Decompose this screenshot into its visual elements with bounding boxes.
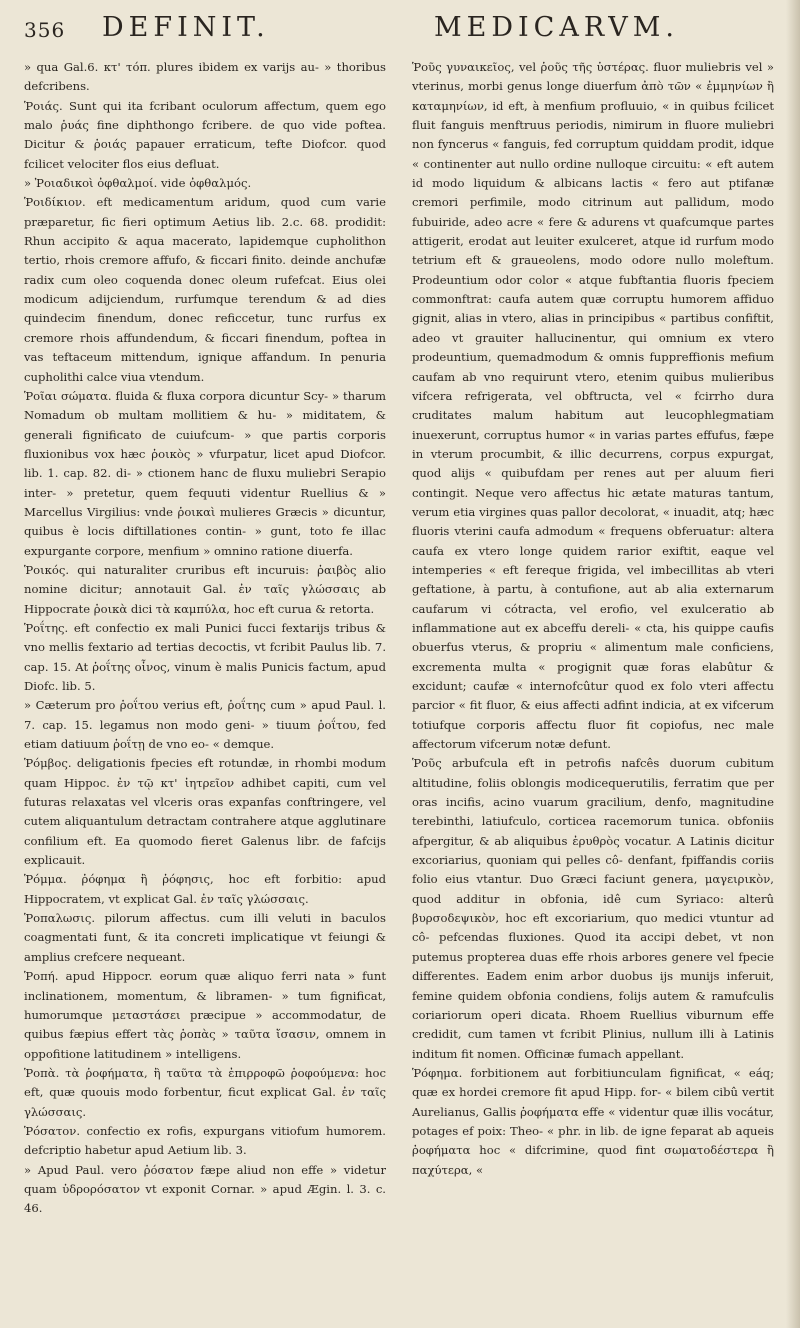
page-gutter [786, 0, 800, 1328]
entry: Ῥοῦς γυναικεῖος, vel ῥοῦς τῆς ὑστέρας. fluor muliebris vel » vterinus, morbi genus longe diuerfum ἀπὸ τῶν « ἐμμηνίων ἢ καταμηνίων, id eft, à menfium profluuio, « in quibus fcilicet fluit fanguis menftruus periodis, nimirum in fluore muliebri non fyncerus « fanguis, fed corruptum quiddam prodit, idque « continenter aut nullo ordine nulloque circuitu: « eft autem id modo liquidum & albicans lactis « fero aut ptifanæ cremori perfimile, modo citrinum aut pallidum, modo fubuiride, adeo acre « fere & adurens vt quafcumque partes attigerit, erodat aut leuiter exulceret, atque id rurfum modo tetrium eft & graueolens, modo odore nullo moleftum. Prodeuntium odor color « atque fubftantia fluoris fpeciem commonftrat: caufa autem quæ corruptu humorem affiduo gignit, alias in vtero, alias in principibus « partibus confiftit, adeo vt grauiter hallucinentur, qui omnium ex vtero prodeuntium, quemadmodum & omnis fuppreffionis mefium caufam ab vno requirunt vtero, etenim quibus mulieribus vifcera refrigerata, vel obftructa, vel « fcirrho dura cruditates malum habitum aut leucophlegmatiam inuexerunt, corruptus humor « in varias partes effufus, fæpe in vterum procumbit, & illic decurrens, corpus expurgat, quod alijs « quibufdam per renes aut per aluum fieri contingit. Neque vero affectus hic ætate maturas tantum, verum etia virgines quas pallor decolorat, « inuadit, atq; hæc fluoris vterini caufa admodum « frequens obferuatur: altera caufa ex vtero longe quidem rarior exiftit, eaque vel intemperies « eft fereque frigida, vel imbecillitas ab vteri geftatione, à partu, à contufione, aut ab alia externarum caufarum vi cótracta, vel erofio, vel exulceratio ab inflammatione aut ex abceffu dereli- « cta, his quippe caufis obuerfus vterus, & propriu « alimentum male conficiens, excrementa multa « progignit quæ foras elabûtur & excidunt; caufæ « internofcûtur quod ex folo vteri affectu parcior « fit fluor, & eius affecti adfint indicia, at ex vifcerum totiufque corporis affectu fluor fit copiofus, nec male affectorum vifcerum notæ defunt. [412, 60, 774, 752]
entry: Ῥοπή. apud Hippocr. eorum quæ aliquo ferri nata » funt inclinationem, momentum, & libramen- » tum fignificat, humorumque μεταστάσει præcipue » accommodatur, de quibus fæpius effert τὰς ῥοπὰς » ταῦτα ἴσασιν, omnem in oppofitione latitudinem » intelligens. [24, 969, 386, 1061]
page-number: 356 [24, 18, 66, 42]
entry: Ῥοῦς arbufcula eft in petrofis nafcês duorum cubitum altitudine, foliis oblongis modicequerutilis, ferratim que per oras incifis, acino vuarum gracilium, denfo, magnitudine terebinthi, latiufculo, corticea racemorum tunica. obfoniis afpergitur, & ab aliquibus ἐρυθρὸς vocatur. A Latinis dicitur excoriarius, quoniam qui pelles cô- denfant, fpiffandis coriis folio eius vtantur. Duo Græci faciunt genera, μαγειρικὸν, quod additur in obfonia, idê cum Syriaco: alterû βυρσοδεψικὸν, hoc eft excoriarium, quo medici vtuntur ad cô- pefcendas fluxiones. Quod ita accipi debet, vt non putemus propterea duas effe rhois arbores genere vel fpecie differentes. Eadem enim arbor duobus ijs munijs inferuit, femine quidem obfonia condiens, folijs autem & ramufculis coriariorum operi dicata. Rhoem Ruellius viburnum effe credidit, cum tamen vt fcribit Plinius, nullum illi à Latinis inditum fit nomen. Officinæ fumach appellant. [412, 756, 774, 1061]
entry: Ῥοπαλωσις. pilorum affectus. cum illi veluti in baculos coagmentati funt, & ita concreti implicatique vt feiungi & amplius crefcere nequeant. [24, 911, 386, 964]
entry: » Apud Paul. vero ῥόσατον fæpe aliud non effe » videtur quam ὑδρορόσατον vt exponit Cornar. » apud Ægin. l. 3. c. 46. [24, 1162, 386, 1216]
entry: Ῥοιδίκιον. eft medicamentum aridum, quod cum varie præparetur, fic fieri optimum Aetius lib. 2.c. 68. prodidit: Rhun accipito & aqua macerato, lapidemque cupholithon tertio, rhois cremore affufo, & ficcari finito. deinde anchufæ radix cum oleo coquenda donec oleum rufefcat. Eius olei modicum adijciendum, rurfumque terendum & ad dies quindecim finendum, donec reficcetur, tunc rurfus ex cremore rhois affundendum, & ficcari finendum, poftea in vas teftaceum mittendum, ignique affandum. In penuria cupholithi calce viua vtendum. [24, 195, 386, 384]
entry: Ῥοπὰ. τὰ ῥοφήματα, ἢ ταῦτα τὰ ἐπιρροφῶ ῥοφούμενα: hoc eft, quæ quouis modo forbentur, ficut explicat Gal. ἐν ταῖς γλώσσαις. [24, 1065, 386, 1119]
page-header [24, 12, 776, 52]
running-title-left: DEFINIT. [102, 12, 270, 43]
right-column [412, 58, 774, 1318]
entry: » Ῥοιαδικοὶ ὀφθαλμοί. vide ὀφθαλμός. [24, 176, 252, 191]
entry: Ῥόσατον. confectio ex rofis, expurgans vitiofum humorem. defcriptio habetur apud Aetium lib. 3. [24, 1123, 386, 1158]
entry: Ῥόφημα. forbitionem aut forbitiunculam fignificat, « eáq; quæ ex hordei cremore fit apud Hipp. for- « bilem cibû vertit Aurelianus, Gallis ῥοφήματα effe « videntur quæ illis vocátur, potages ef poix: Theo- « phr. in lib. de igne feparat ab aqueis ῥοφήματα hoc « difcrimine, quod fint σωματοδέστερα ἢ παχύτερα, « [412, 1065, 774, 1177]
entry: Ῥοῖαι σώματα. fluida & fluxa corpora dicuntur Scy- » tharum Nomadum ob multam mollitiem & hu- » miditatem, & generali fignificato de cuiufcum- » que partis corporis fluxionibus vox hæc ῥοικὸς » vfurpatur, licet apud Diofcor. lib. 1. cap. 82. di- » ctionem hanc de fluxu muliebri Serapio inter- » pretetur, quem fequuti videntur Ruellius & » Marcellus Virgilius: vnde ῥοικαὶ mulieres Græcis » dicuntur, quibus è locis diftillationes contin- » gunt, toto fe illac expurgante corpore, menfium » omnino ratione diuerfa. [24, 388, 386, 558]
entry: Ῥοικός. qui naturaliter cruribus eft incuruis: ῥαιβὸς alio nomine dicitur; annotauit Gal. ἐν ταῖς γλώσσαις ab Hippocrate ῥοικὰ dici τὰ καμπύλα, hoc eft curua & retorta. [24, 562, 386, 616]
entry: Ῥόμβος. deligationis fpecies eft rotundæ, in rhombi modum quam Hippoc. ἐν τῷ κτ' ἰητρεῖον adhibet capiti, cum vel futuras relaxatas vel vlceris oras expanfas conftringere, vel cutem aliquantulum detractam contrahere atque agglutinare confilium eft. Ea quomodo fieret Galenus libr. de fafcijs explicauit. [24, 756, 386, 868]
entry: Ῥόμμα. ῥόφημα ἢ ῥόφησις, hoc eft forbitio: apud Hippocratem, vt explicat Gal. ἐν ταῖς γλώσσαις. [24, 872, 386, 906]
entry: Ῥοΐτης. eft confectio ex mali Punici fucci fextarijs tribus & vno mellis fextario ad tertias decoctis, vt fcribit Paulus lib. 7. cap. 15. At ῥοΐτης οἶνος, vinum è malis Punicis factum, apud Diofc. lib. 5. [24, 620, 386, 693]
entry: » qua Gal.6. κτ' τόπ. plures ibidem ex varijs au- » thoribus defcribens. [24, 60, 386, 94]
entry: » Cæterum pro ῥοΐτου verius eft, ῥοΐτης cum » apud Paul. l. 7. cap. 15. legamus non modo geni- » tiuum ῥοΐτου, fed etiam datiuum ῥοΐτῃ de vno eo- « demque. [24, 698, 386, 752]
entry: Ῥοιάς. Sunt qui ita fcribant oculorum affectum, quem ego malo ῥυάς fine diphthongo fcribere. de quo vide poftea. Dicitur & ῥοιάς papauer erraticum, tefte Diofcor. quod fcilicet velociter flos eius defluat. [24, 98, 386, 171]
running-title-right: MEDICARVM. [434, 12, 679, 43]
left-column [24, 58, 386, 1318]
